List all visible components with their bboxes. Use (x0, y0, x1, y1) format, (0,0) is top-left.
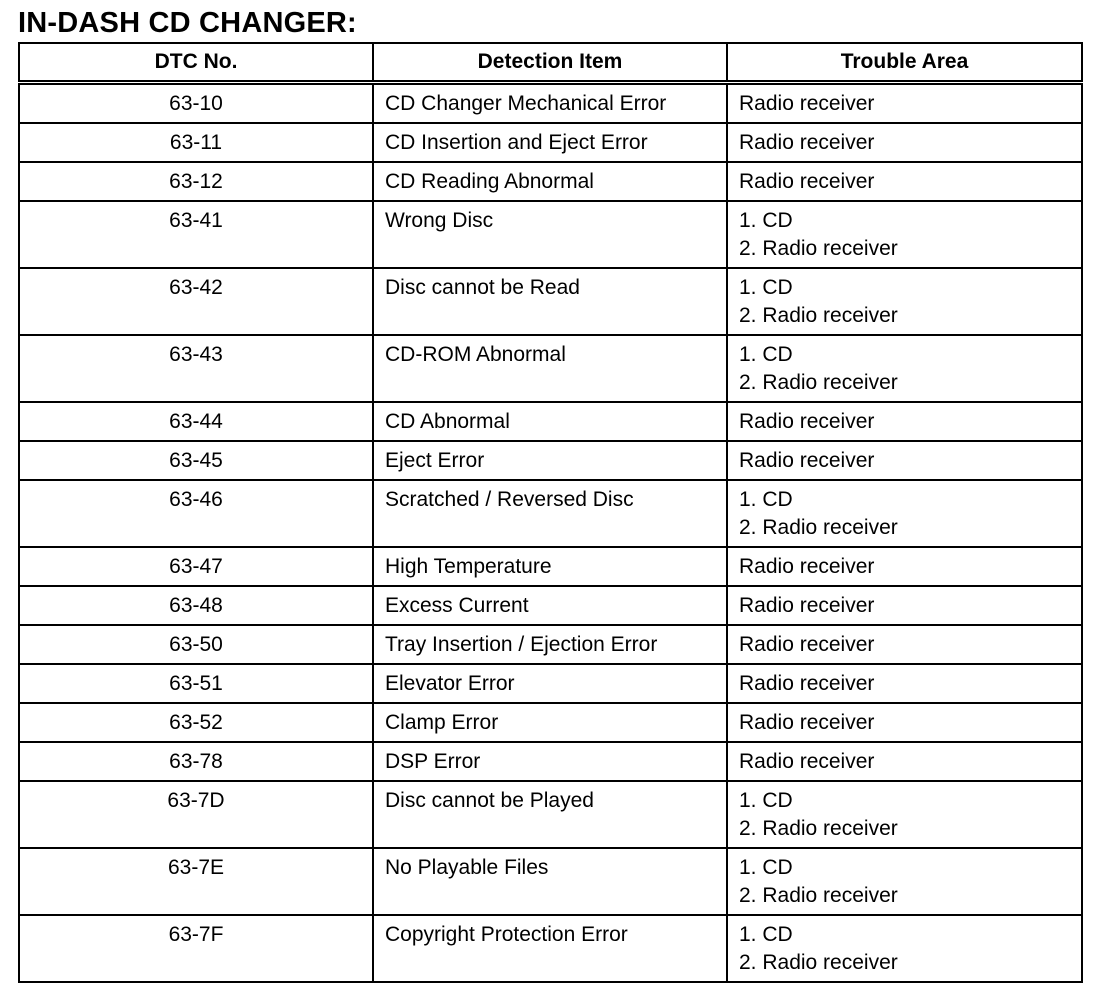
dtc-code-cell: 63-7F (19, 915, 373, 982)
trouble-area-cell (727, 402, 1082, 441)
dtc-code-cell: 63-78 (19, 742, 373, 781)
trouble-area-line: 2. Radio receiver (739, 304, 898, 327)
trouble-area-line: Radio receiver (739, 410, 875, 433)
table-row (19, 480, 1082, 547)
trouble-area-cell (727, 83, 1082, 124)
trouble-area-line: 1. CD (739, 488, 793, 511)
table-row (19, 625, 1082, 664)
table-row (19, 703, 1082, 742)
trouble-area-cell (727, 848, 1082, 915)
trouble-area-cell (727, 703, 1082, 742)
table-row (19, 742, 1082, 781)
table-row (19, 402, 1082, 441)
trouble-area-cell (727, 547, 1082, 586)
trouble-area-line: Radio receiver (739, 672, 875, 695)
dtc-code-cell: 63-52 (19, 703, 373, 742)
dtc-code-cell: 63-47 (19, 547, 373, 586)
dtc-code-cell: 63-12 (19, 162, 373, 201)
dtc-code-cell: 63-42 (19, 268, 373, 335)
detection-item-cell: Eject Error (373, 441, 727, 480)
detection-item-cell: DSP Error (373, 742, 727, 781)
trouble-area-line: 1. CD (739, 856, 793, 879)
detection-item-cell: Copyright Protection Error (373, 915, 727, 982)
trouble-area-cell (727, 625, 1082, 664)
detection-item-cell: Elevator Error (373, 664, 727, 703)
detection-item-cell: CD-ROM Abnormal (373, 335, 727, 402)
table-body (19, 83, 1082, 983)
table-row (19, 268, 1082, 335)
dtc-code-cell: 63-41 (19, 201, 373, 268)
trouble-area-line: 1. CD (739, 209, 793, 232)
table-row (19, 335, 1082, 402)
trouble-area-line: 2. Radio receiver (739, 951, 898, 974)
trouble-area-cell (727, 586, 1082, 625)
table-row (19, 586, 1082, 625)
trouble-area-line: 1. CD (739, 789, 793, 812)
detection-item-cell: CD Changer Mechanical Error (373, 83, 727, 124)
page-title: IN-DASH CD CHANGER: (18, 7, 357, 39)
dtc-code-cell: 63-44 (19, 402, 373, 441)
table-row (19, 781, 1082, 848)
trouble-area-cell (727, 123, 1082, 162)
table-row (19, 201, 1082, 268)
dtc-table (18, 42, 1083, 983)
trouble-area-line: 2. Radio receiver (739, 516, 898, 539)
table-header-row (19, 43, 1082, 83)
table-row (19, 441, 1082, 480)
dtc-code-cell: 63-7E (19, 848, 373, 915)
header-dtc-no: DTC No. (19, 43, 373, 83)
trouble-area-line: Radio receiver (739, 449, 875, 472)
detection-item-cell: CD Abnormal (373, 402, 727, 441)
trouble-area-line: Radio receiver (739, 170, 875, 193)
detection-item-cell: Clamp Error (373, 703, 727, 742)
trouble-area-cell (727, 162, 1082, 201)
trouble-area-line: Radio receiver (739, 92, 875, 115)
trouble-area-cell (727, 335, 1082, 402)
dtc-code-cell: 63-48 (19, 586, 373, 625)
trouble-area-line: 1. CD (739, 276, 793, 299)
header-trouble-area: Trouble Area (727, 43, 1082, 83)
trouble-area-line: 1. CD (739, 923, 793, 946)
trouble-area-cell (727, 441, 1082, 480)
detection-item-cell: Excess Current (373, 586, 727, 625)
detection-item-cell: Tray Insertion / Ejection Error (373, 625, 727, 664)
table-row (19, 162, 1082, 201)
trouble-area-cell (727, 742, 1082, 781)
trouble-area-line: 2. Radio receiver (739, 884, 898, 907)
table-row (19, 664, 1082, 703)
dtc-code-cell: 63-10 (19, 83, 373, 124)
trouble-area-cell (727, 915, 1082, 982)
trouble-area-line: Radio receiver (739, 633, 875, 656)
dtc-code-cell: 63-7D (19, 781, 373, 848)
trouble-area-line: Radio receiver (739, 750, 875, 773)
trouble-area-cell (727, 781, 1082, 848)
table-row (19, 915, 1082, 982)
detection-item-cell: Disc cannot be Played (373, 781, 727, 848)
detection-item-cell: Scratched / Reversed Disc (373, 480, 727, 547)
detection-item-cell: High Temperature (373, 547, 727, 586)
trouble-area-line: Radio receiver (739, 555, 875, 578)
dtc-code-cell: 63-43 (19, 335, 373, 402)
trouble-area-cell (727, 268, 1082, 335)
table-row (19, 848, 1082, 915)
trouble-area-line: Radio receiver (739, 711, 875, 734)
detection-item-cell: Disc cannot be Read (373, 268, 727, 335)
trouble-area-line: Radio receiver (739, 131, 875, 154)
dtc-code-cell: 63-51 (19, 664, 373, 703)
trouble-area-line: 2. Radio receiver (739, 237, 898, 260)
detection-item-cell: No Playable Files (373, 848, 727, 915)
trouble-area-line: 2. Radio receiver (739, 371, 898, 394)
table-row (19, 123, 1082, 162)
detection-item-cell: Wrong Disc (373, 201, 727, 268)
trouble-area-cell (727, 201, 1082, 268)
dtc-code-cell: 63-50 (19, 625, 373, 664)
detection-item-cell: CD Reading Abnormal (373, 162, 727, 201)
table-row (19, 83, 1082, 124)
table-row (19, 547, 1082, 586)
dtc-code-cell: 63-11 (19, 123, 373, 162)
trouble-area-line: Radio receiver (739, 594, 875, 617)
trouble-area-cell (727, 664, 1082, 703)
trouble-area-line: 2. Radio receiver (739, 817, 898, 840)
trouble-area-cell (727, 480, 1082, 547)
header-detection-item: Detection Item (373, 43, 727, 83)
dtc-code-cell: 63-45 (19, 441, 373, 480)
trouble-area-line: 1. CD (739, 343, 793, 366)
detection-item-cell: CD Insertion and Eject Error (373, 123, 727, 162)
dtc-code-cell: 63-46 (19, 480, 373, 547)
